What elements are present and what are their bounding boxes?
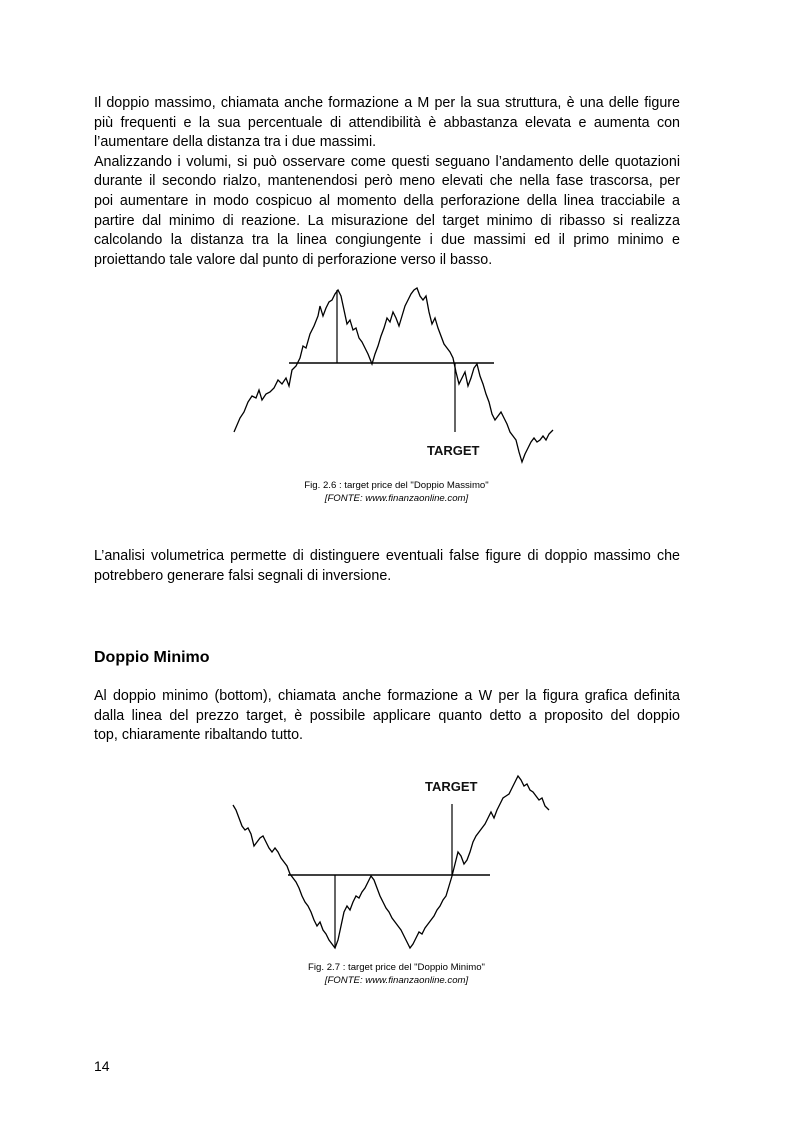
text-line: Al doppio minimo (bottom), chiamata anche formazione a W per la figura grafica definita xyxy=(94,688,680,704)
text-line: L’analisi volumetrica permette di distinguere eventuali false figure di doppio massimo che xyxy=(94,548,680,564)
text-line: Il doppio massimo, chiamata anche formazione a M per la sua struttura, è una delle figure xyxy=(94,95,680,111)
caption-source: [FONTE: www.finanzaonline.com] xyxy=(324,493,469,504)
text-line: proiettando tale valore dal punto di perforazione verso il basso. xyxy=(94,251,493,268)
text-line: partire dal minimo di reazione. La misurazione del target minimo di ribasso si realizza xyxy=(94,212,680,229)
figure-caption xyxy=(0,961,793,987)
text-line: Analizzando i volumi, si può osservare come questi seguano l’andamento delle quotazioni xyxy=(94,153,680,170)
caption-text: Fig. 2.7 : target price del "Doppio Minimo" xyxy=(308,962,485,973)
target-label: TARGET xyxy=(427,443,480,458)
target-label: TARGET xyxy=(425,779,478,794)
caption-source: [FONTE: www.finanzaonline.com] xyxy=(324,975,469,986)
text-line: durante il secondo rialzo, mantenendosi però meno elevati che nella fase trascorsa, per xyxy=(94,173,680,190)
text-line: poi aumentare in modo cospicuo al momento della perforazione della linea tracciabile a xyxy=(94,192,680,209)
text-line: potrebbero generare falsi segnali di inversione. xyxy=(94,567,392,584)
text-line: dalla linea del prezzo target, è possibile applicare quanto detto a proposito del doppio xyxy=(94,707,680,724)
price-line xyxy=(233,776,549,948)
page-number: 14 xyxy=(94,1058,110,1074)
caption-text: Fig. 2.6 : target price del "Doppio Massimo" xyxy=(304,480,489,491)
text-line: più frequenti e la sua percentuale di attendibilità è abbastanza elevata e aumenta con xyxy=(94,114,680,131)
text-line: l’aumentare della distanza tra i due massimi. xyxy=(94,134,377,151)
text-line: top, chiaramente ribaltando tutto. xyxy=(94,727,304,744)
text-line: calcolando la distanza tra la linea congiungente i due massimi ed il primo minimo e xyxy=(94,232,680,249)
section-title: Doppio Minimo xyxy=(94,649,210,666)
